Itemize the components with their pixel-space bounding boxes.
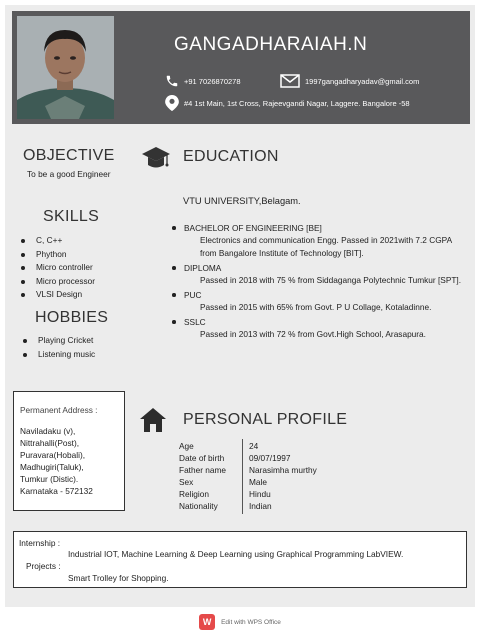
degree-description: Passed in 2013 with 72 % from Govt.High School, Arasapura. xyxy=(200,329,426,339)
address-box-title: Permanent Address : xyxy=(20,405,98,415)
profile-value: Male xyxy=(249,477,267,487)
wps-footer[interactable] xyxy=(0,612,480,632)
hobby-item: Listening music xyxy=(23,348,95,362)
profile-value: Indian xyxy=(249,501,272,511)
profile-row-sex xyxy=(179,476,317,488)
skill-item: Phython xyxy=(21,248,95,262)
hobbies-heading: HOBBIES xyxy=(35,309,109,326)
degree-title: SSLC xyxy=(184,317,206,327)
address-line: Puravara(Hobali), xyxy=(20,450,86,460)
profile-photo xyxy=(17,16,114,119)
profile-label: Father name xyxy=(179,465,227,475)
profile-label: Nationality xyxy=(179,501,218,511)
education-heading: EDUCATION xyxy=(183,148,279,165)
profile-row-father xyxy=(179,464,317,476)
address-contact xyxy=(165,95,410,111)
university-name: VTU UNIVERSITY,Belagam. xyxy=(183,196,301,206)
internship-projects-box xyxy=(13,531,467,588)
home-address: #4 1st Main, 1st Cross, Rajeevgandi Nagar, Laggere. Bangalore -58 xyxy=(184,98,410,108)
degree-description: Electronics and communication Engg. Passed in 2021with 7.2 CGPA from Bangalore Institute of Technology [BIT]. xyxy=(200,235,452,258)
degree-description: Passed in 2015 with 65% from Govt. P U Collage, Kotaladinne. xyxy=(200,302,432,312)
phone-number: +91 7026870278 xyxy=(184,76,241,86)
permanent-address-box xyxy=(13,391,125,511)
skill-item: Micro processor xyxy=(21,275,95,289)
degree-title: DIPLOMA xyxy=(184,263,222,273)
location-pin-icon xyxy=(165,95,179,111)
phone-contact xyxy=(165,74,241,88)
profile-value: Hindu xyxy=(249,489,271,499)
profile-value: Narasimha murthy xyxy=(249,465,317,475)
profile-row-age xyxy=(179,440,317,452)
address-line: Naviladaku (v), xyxy=(20,426,76,436)
personal-profile-table xyxy=(179,440,317,512)
internship-label: Internship : xyxy=(19,538,61,548)
education-item-sslc xyxy=(172,316,467,341)
skills-heading: SKILLS xyxy=(43,208,100,225)
address-line: Tumkur (Distic). xyxy=(20,474,79,484)
skill-item: C, C++ xyxy=(21,234,95,248)
email-address: 1997gangadharyadav@gmail.com xyxy=(305,76,420,86)
profile-row-religion xyxy=(179,488,317,500)
address-line: Nittrahalli(Post), xyxy=(20,438,80,448)
house-icon xyxy=(139,407,167,438)
email-contact xyxy=(280,74,419,88)
skill-item: Micro controller xyxy=(21,261,95,275)
address-line: Madhugiri(Taluk), xyxy=(20,462,84,472)
skill-item: VLSI Design xyxy=(21,288,95,302)
personal-profile-heading: PERSONAL PROFILE xyxy=(183,411,348,428)
projects-text: Smart Trolley for Shopping. xyxy=(68,573,169,583)
education-item-be xyxy=(172,222,467,260)
address-line: Karnataka - 572132 xyxy=(20,486,93,496)
profile-label: Sex xyxy=(179,477,194,487)
profile-label: Religion xyxy=(179,489,209,499)
wps-logo-icon: W xyxy=(199,614,215,630)
education-list xyxy=(172,222,467,343)
resume-header xyxy=(12,11,470,124)
education-item-diploma xyxy=(172,262,467,287)
degree-title: BACHELOR OF ENGINEERING [BE] xyxy=(184,223,322,233)
profile-label: Date of birth xyxy=(179,453,225,463)
profile-row-dob xyxy=(179,452,317,464)
profile-label: Age xyxy=(179,441,194,451)
hobby-item: Playing Cricket xyxy=(23,334,95,348)
degree-title: PUC xyxy=(184,290,202,300)
graduation-cap-icon xyxy=(141,145,171,178)
hobbies-list xyxy=(23,334,95,361)
candidate-name: GANGADHARAIAH.N xyxy=(174,34,368,55)
profile-row-nationality xyxy=(179,500,317,512)
resume-page xyxy=(5,5,475,607)
projects-label: Projects : xyxy=(26,561,61,571)
envelope-icon xyxy=(280,74,300,88)
objective-text: To be a good Engineer xyxy=(27,169,111,179)
profile-value: 09/07/1997 xyxy=(249,453,291,463)
skills-list xyxy=(21,234,95,302)
objective-heading: OBJECTIVE xyxy=(23,147,115,164)
degree-description: Passed in 2018 with 75 % from Siddaganga Polytechnic Tumkur [SPT]. xyxy=(200,275,462,285)
edit-with-wps-link[interactable]: Edit with WPS Office xyxy=(221,618,281,626)
profile-value: 24 xyxy=(249,441,259,451)
education-item-puc xyxy=(172,289,467,314)
internship-text: Industrial IOT, Machine Learning & Deep Learning using Graphical Programming LabVIEW. xyxy=(68,549,404,559)
phone-icon xyxy=(165,74,179,88)
